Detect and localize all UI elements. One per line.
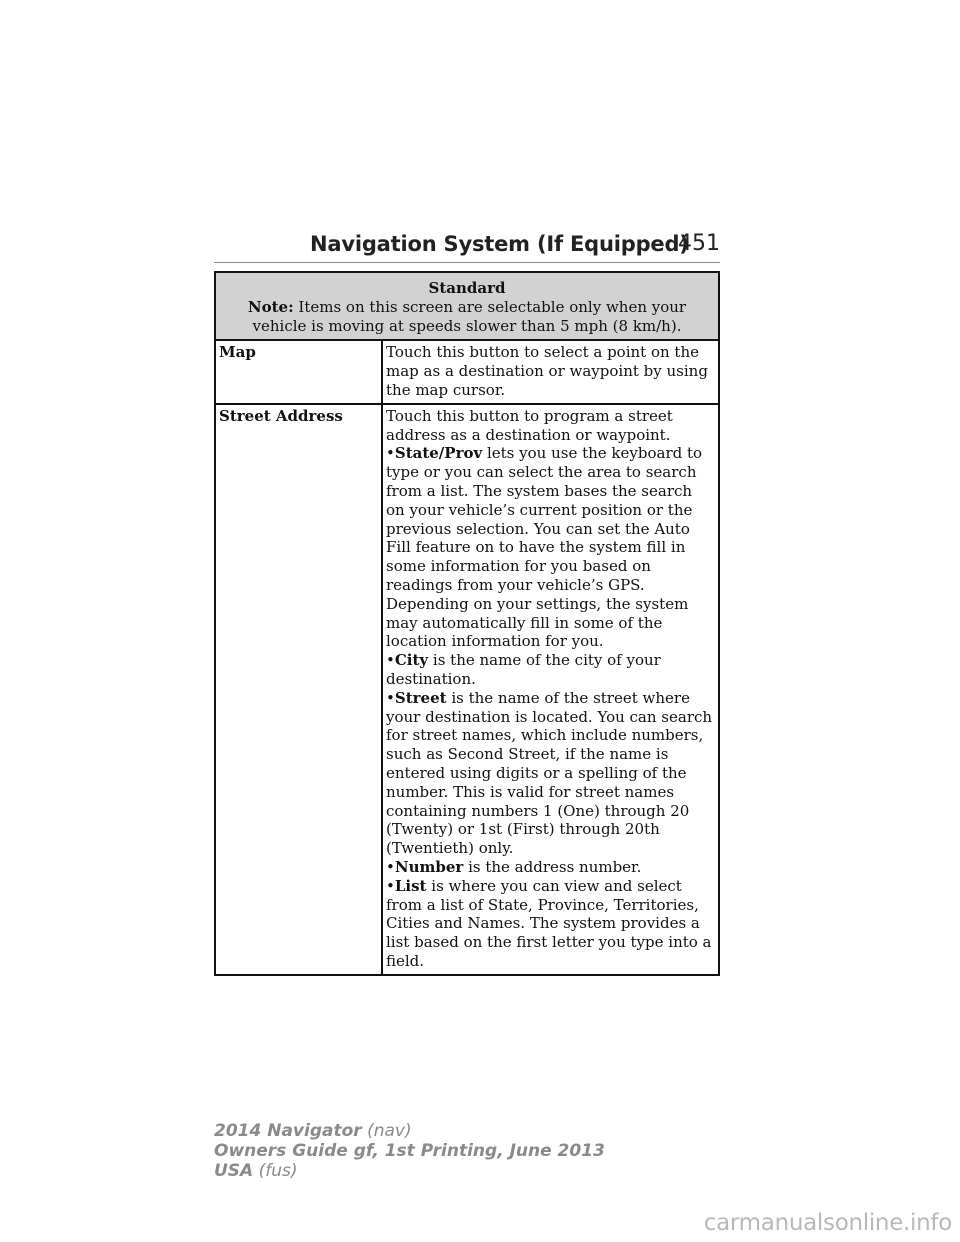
- row-label: Street Address: [216, 405, 383, 974]
- list-item: •List is where you can view and select from a list of State, Province, Territories, Cities and Names. The system provides a list based on the first letter you type into a field.: [386, 876, 712, 970]
- bullet-term: State/Prov: [394, 444, 483, 463]
- footer-model-code: (nav): [367, 1121, 412, 1141]
- footer-line-region: [214, 1161, 605, 1181]
- watermark-text: carmanualsonline.info: [703, 1210, 952, 1236]
- row-intro: Touch this button to program a street address as a destination or waypoint.: [386, 406, 673, 444]
- bullet-text: lets you use the keyboard to type or you can select the area to search from a list. The system bases the search on your vehicle’s current position or the previous selection. You can set the Auto Fill feature on to have the system fill in some information for you based on readings from your vehicle’s GPS. Depending on your settings, the system may automatically fill in some of the location information for you.: [386, 444, 703, 651]
- row-description: [383, 341, 718, 402]
- section-title: Navigation System (If Equipped): [310, 232, 689, 256]
- note-text: Items on this screen are selectable only when your vehicle is moving at speeds slower than 5 mph (8 km/h).: [252, 297, 687, 335]
- table-row-map: [216, 341, 718, 402]
- list-item: •Street is the name of the street where your destination is located. You can search for street names, which include numbers, such as Second Street, if the name is entered using digits or a spelling of the number. This is valid for street names containing numbers 1 (One) through 20 (Twenty) or 1st (First) through 20th (Twentieth) only.: [386, 688, 713, 858]
- table-title: Standard: [428, 279, 506, 297]
- footer-line-guide: Owners Guide gf, 1st Printing, June 2013: [214, 1141, 605, 1161]
- bullet-term: Street: [394, 688, 447, 707]
- page-number: 451: [678, 231, 720, 256]
- options-table: [214, 271, 720, 976]
- bullet-text: is the address number.: [468, 857, 642, 876]
- page-header: [214, 226, 720, 263]
- footer-region-code: (fus): [258, 1161, 298, 1181]
- row-intro: Touch this button to select a point on the map as a destination or waypoint by using the map cursor.: [386, 343, 708, 399]
- list-item: •Number is the address number.: [386, 857, 642, 876]
- list-item: •State/Prov lets you use the keyboard to type or you can select the area to search from a list. The system bases the search on your vehicle’s current position or the previous selection. You can set the Auto Fill feature on to have the system fill in some information for you based on readings from your vehicle’s GPS. Depending on your settings, the system may automatically fill in some of the location information for you.: [386, 444, 703, 651]
- row-description: [383, 405, 718, 974]
- print-footer: [214, 1121, 605, 1181]
- row-label: Map: [216, 341, 383, 402]
- bullet-term: City: [394, 651, 429, 670]
- list-item: •City is the name of the city of your destination.: [386, 651, 661, 688]
- table-heading: [216, 273, 718, 341]
- footer-region: USA: [214, 1161, 254, 1181]
- bullet-term: List: [394, 876, 427, 895]
- footer-model: 2014 Navigator: [214, 1121, 362, 1141]
- table-row-street-address: [216, 403, 718, 974]
- bullet-text: is the name of the city of your destination.: [386, 651, 661, 688]
- footer-line-model: [214, 1121, 605, 1141]
- bullet-term: Number: [394, 857, 464, 876]
- table-note: [222, 298, 712, 336]
- bullet-text: is where you can view and select from a list of State, Province, Territories, Cities and Names. The system provides a list based on the first letter you type into a field.: [386, 876, 712, 970]
- note-label: Note:: [247, 297, 294, 316]
- bullet-text: is the name of the street where your destination is located. You can search for street names, which include numbers, such as Second Street, if the name is entered using digits or a spelling of the number. This is valid for street names containing numbers 1 (One) through 20 (Twenty) or 1st (First) through 20th (Twentieth) only.: [386, 688, 713, 858]
